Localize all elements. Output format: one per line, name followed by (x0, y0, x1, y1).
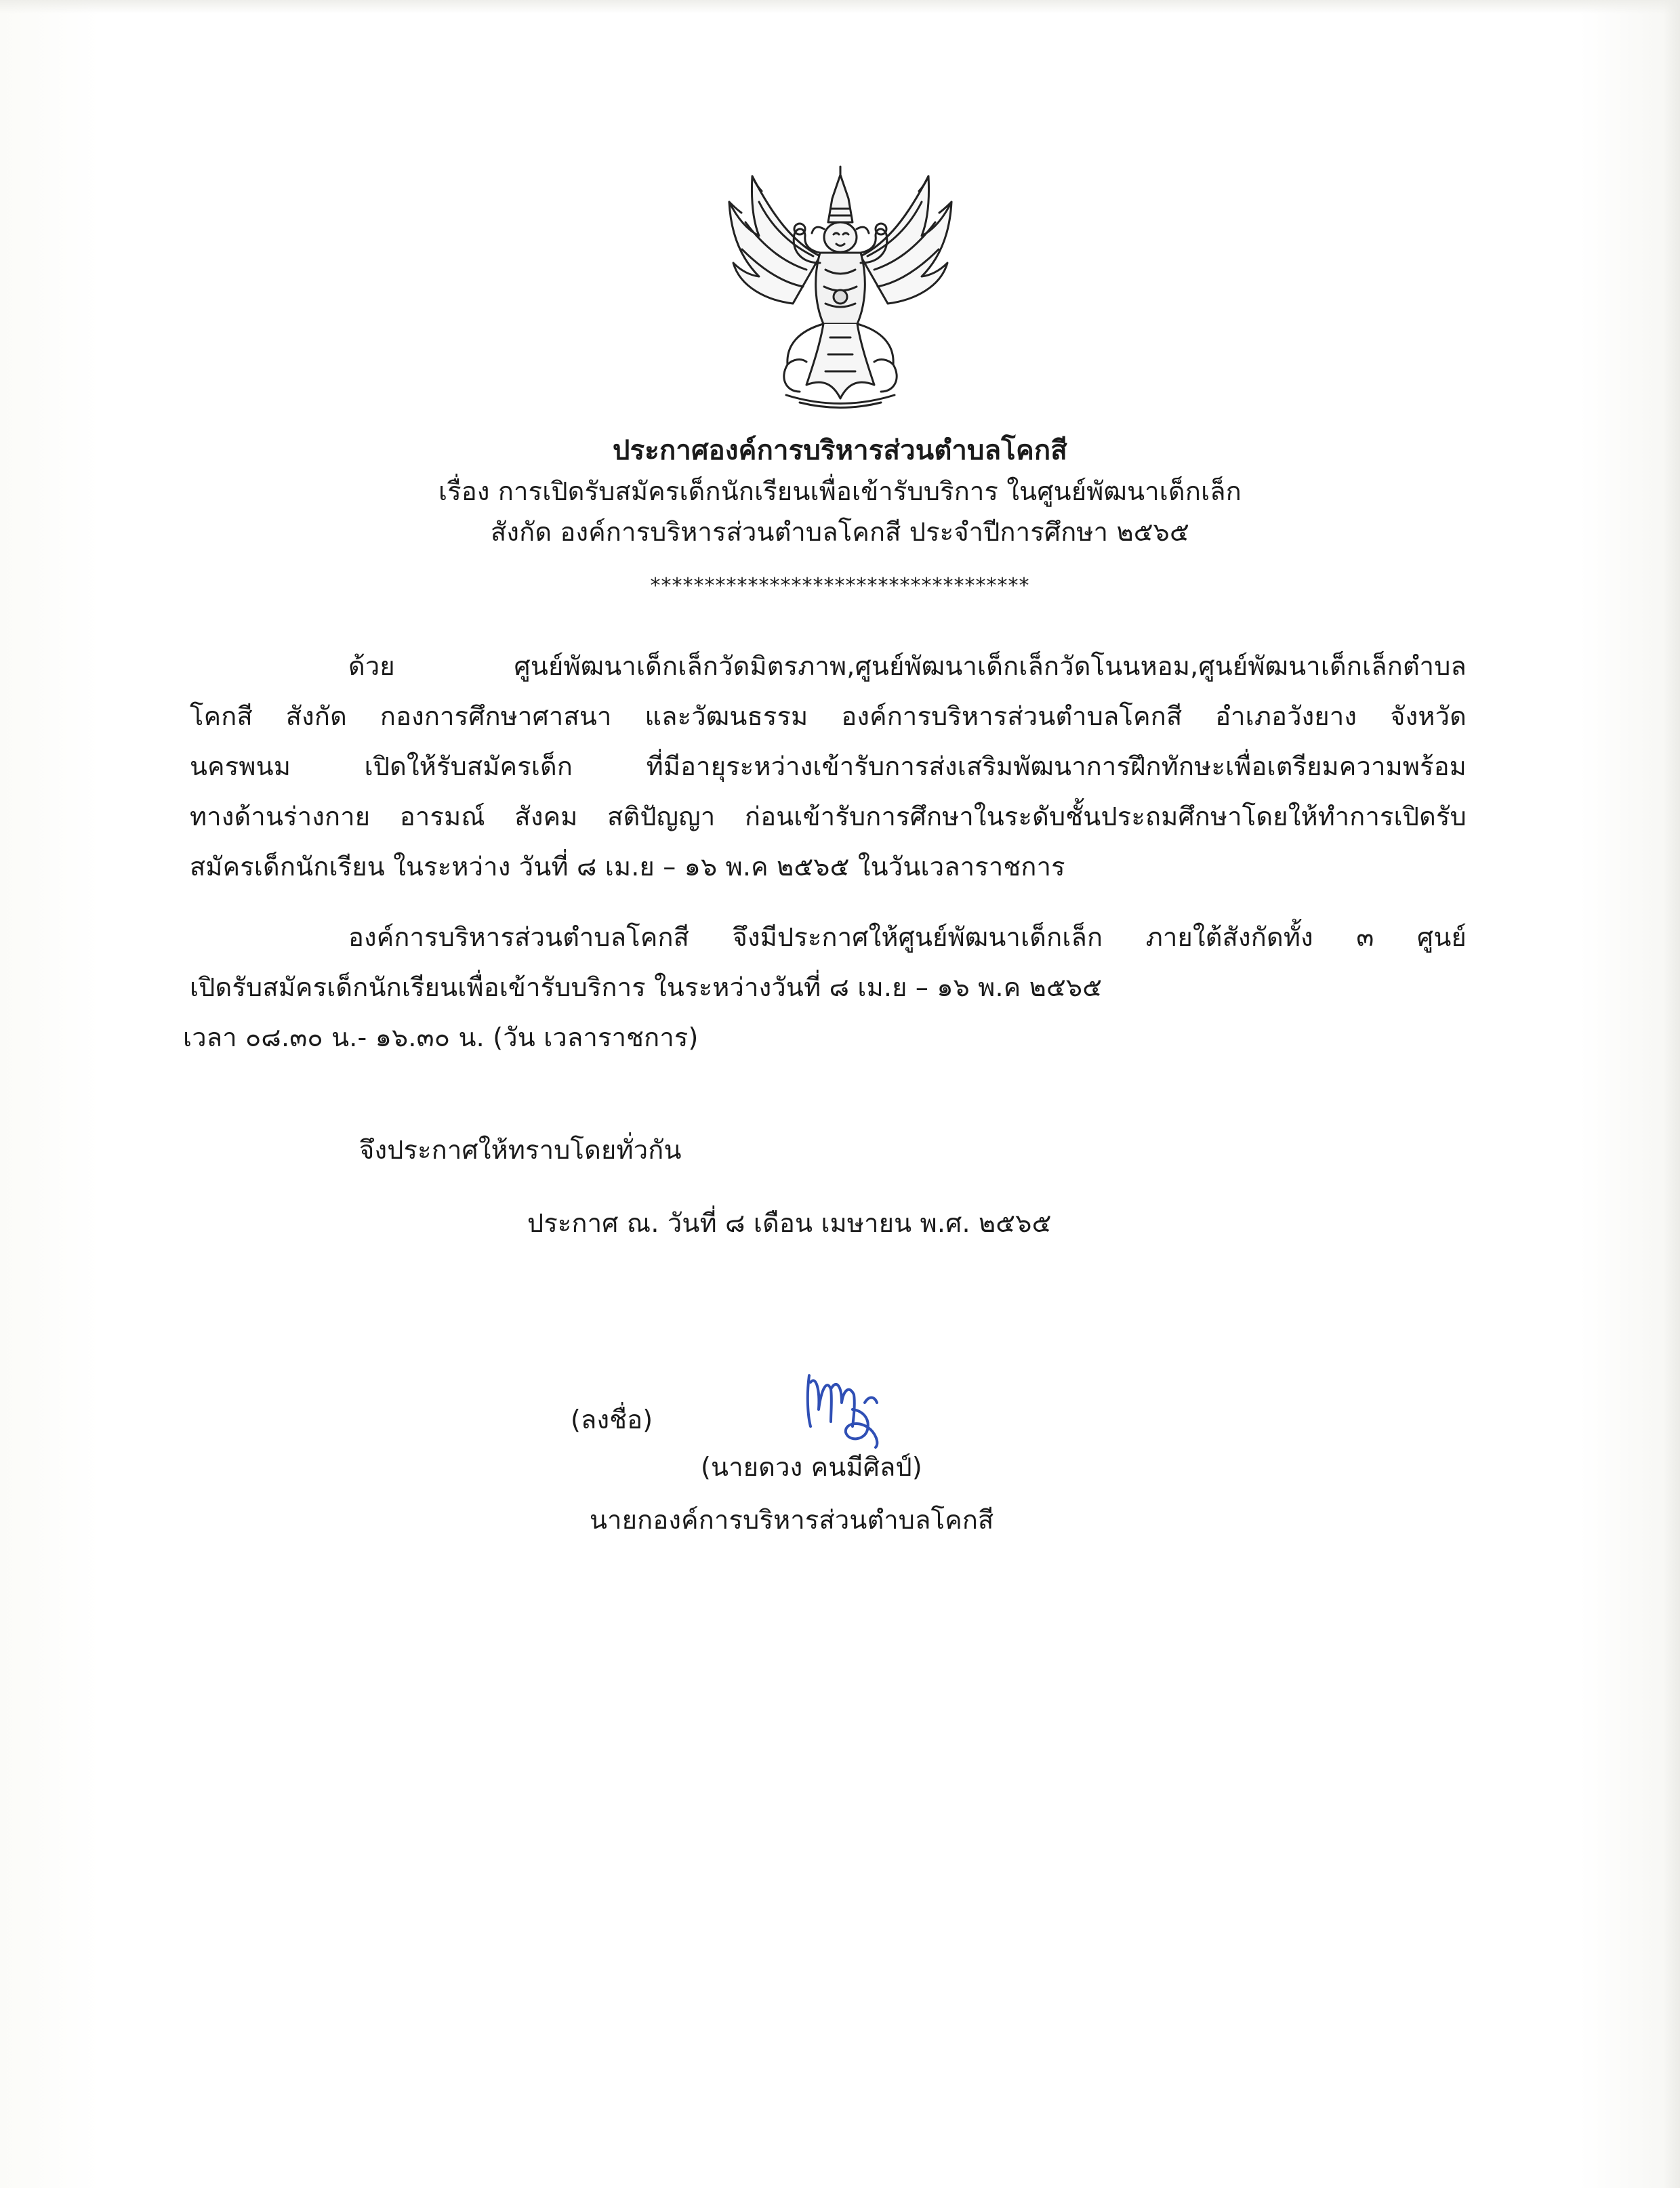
subject-line-1: เรื่อง การเปิดรับสมัครเด็กนักเรียนเพื่อเข้ารับบริการ ในศูนย์พัฒนาเด็กเล็ก (438, 476, 1242, 506)
sign-label: (ลงชื่อ) (571, 1405, 653, 1434)
separator-stars: *********************************** (650, 574, 1030, 598)
para2-line-3: เวลา ๐๘.๓๐ น.- ๑๖.๓๐ น. (วัน เวลาราชการ) (183, 1023, 699, 1052)
para1-line-5: สมัครเด็กนักเรียน ในระหว่าง วันที่ ๘ เม.ย – ๑๖ พ.ค ๒๕๖๕ ในวันเวลาราชการ (190, 852, 1065, 882)
para1-line-2: โคกสี สังกัด กองการศึกษาศาสนา และวัฒนธรรม องค์การบริหารส่วนตำบลโคกสี อำเภอวังยาง จังหวัด (190, 701, 1467, 731)
para1-line-4: ทางด้านร่างกาย อารมณ์ สังคม สติปัญญา ก่อนเข้ารับการศึกษาในระดับชั้นประถมศึกษาโดยให้ทำการเปิดรับ (190, 802, 1467, 831)
announcement-date: ประกาศ ณ. วันที่ ๘ เดือน เมษายน พ.ศ. ๒๕๖๕ (527, 1208, 1052, 1238)
para1-line-3: นครพนม เปิดให้รับสมัครเด็ก ที่มีอายุระหว่างเข้ารับการส่งเสริมพัฒนาการฝึกทักษะเพื่อเตรียมความพร้อม (190, 751, 1467, 781)
signatory-position: นายกองค์การบริหารส่วนตำบลโคกสี (590, 1505, 994, 1535)
closing-line: จึงประกาศให้ทราบโดยทั่วกัน (359, 1135, 682, 1165)
signatory-name: (นายดวง คนมีศิลป์) (701, 1452, 922, 1482)
para2-line-1: องค์การบริหารส่วนตำบลโคกสี จึงมีประกาศให้ศูนย์พัฒนาเด็กเล็ก ภายใต้สังกัดทั้ง ๓ ศูนย์ (348, 922, 1467, 952)
para2-line-2: เปิดรับสมัครเด็กนักเรียนเพื่อเข้ารับบริการ ในระหว่างวันที่ ๘ เม.ย – ๑๖ พ.ค ๒๕๖๕ (190, 972, 1103, 1002)
para1-line-1: ด้วย ศูนย์พัฒนาเด็กเล็กวัดมิตรภาพ,ศูนย์พัฒนาเด็กเล็กวัดโนนหอม,ศูนย์พัฒนาเด็กเล็กตำบล (348, 651, 1467, 681)
subject-line-2: สังกัด องค์การบริหารส่วนตำบลโคกสี ประจำปีการศึกษา ๒๕๖๕ (491, 517, 1189, 547)
signature-scribble (800, 1362, 901, 1450)
scan-shadow-top (0, 0, 1680, 14)
scan-shadow-right (1664, 0, 1680, 2188)
announcement-title: ประกาศองค์การบริหารส่วนตำบลโคกสี (613, 435, 1067, 466)
garuda-emblem-icon (712, 161, 969, 419)
